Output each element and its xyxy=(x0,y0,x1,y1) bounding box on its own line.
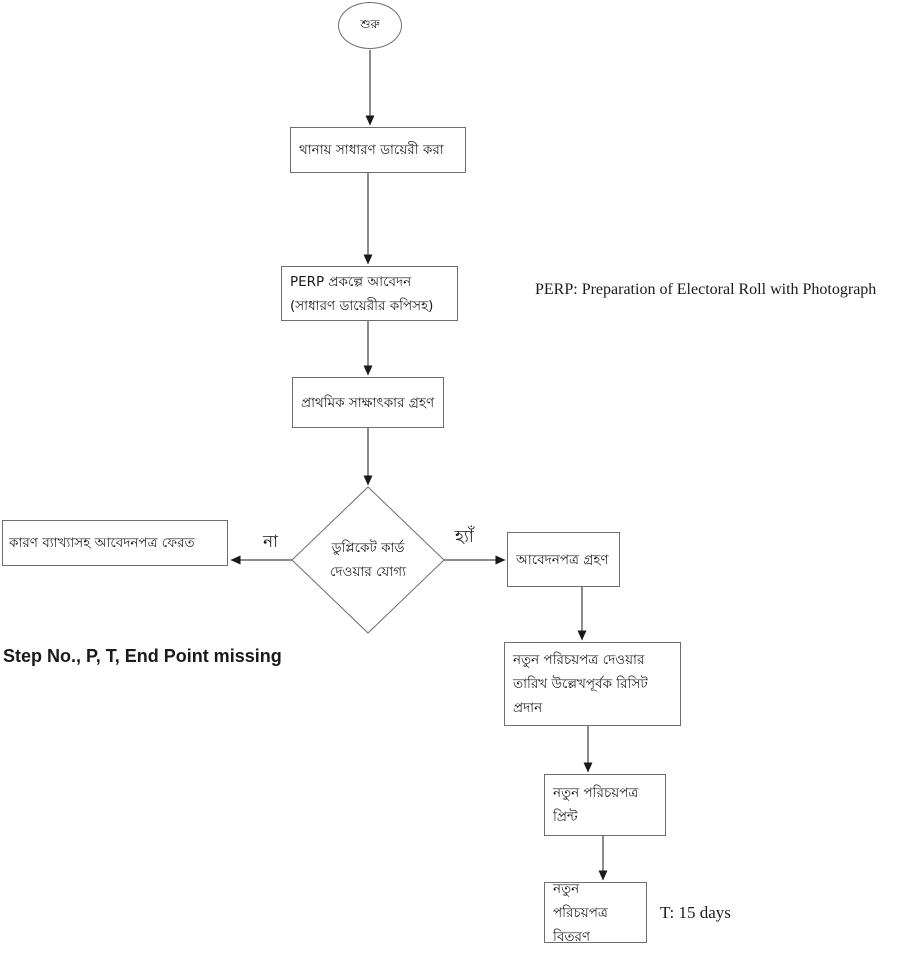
step-perp-application: PERP প্রকল্পে আবেদন (সাধারণ ডায়েরীর কপিসহ) xyxy=(281,266,458,321)
step-distribute-new-card: নতুন পরিচয়পত্র বিতরণ xyxy=(544,882,647,943)
step-file-general-diary: থানায় সাধারণ ডায়েরী করা xyxy=(290,127,466,173)
step-return-application: কারণ ব্যাখ্যাসহ আবেদনপত্র ফেরত xyxy=(2,520,228,566)
annotation-missing-note: Step No., P, T, End Point missing xyxy=(3,646,282,666)
step-accept-application: আবেদনপত্র গ্রহণ xyxy=(507,532,620,587)
step-print-new-card: নতুন পরিচয়পত্র প্রিন্ট xyxy=(544,774,666,836)
edge-label-yes: হ্যাঁ xyxy=(455,527,474,547)
edge-label-no: না xyxy=(263,532,279,552)
decision-label-line2: দেওয়ার যোগ্য xyxy=(329,564,407,580)
decision-duplicate-card-eligible xyxy=(292,487,444,633)
decision-label-line1: ডুপ্লিকেট কার্ড xyxy=(331,540,405,556)
annotation-duration: T: 15 days xyxy=(660,903,731,922)
start-terminator xyxy=(338,2,402,49)
step-issue-receipt: নতুন পরিচয়পত্র দেওয়ার তারিখ উল্লেখপূর্বক রিসিট প্রদান xyxy=(504,642,681,726)
annotation-perp-definition: PERP: Preparation of Electoral Roll with Photograph xyxy=(535,281,877,298)
step-initial-interview: প্রাথমিক সাক্ষাৎকার গ্রহণ xyxy=(292,377,444,428)
start-label: শুরু xyxy=(360,16,380,31)
